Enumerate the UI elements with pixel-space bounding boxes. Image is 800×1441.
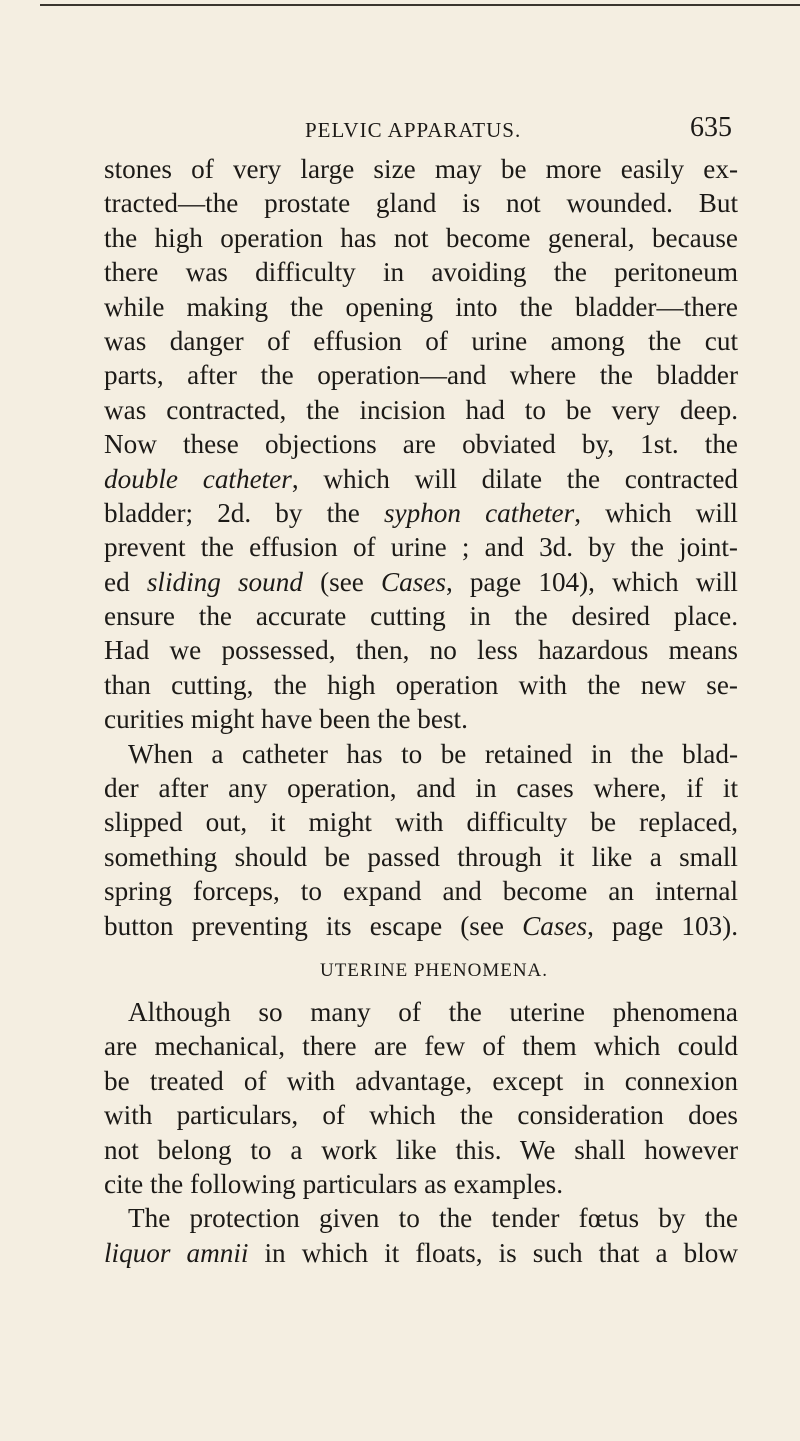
italic-term: syphon catheter: [383, 497, 575, 528]
text-line: [104, 1236, 738, 1270]
text-run: in which it floats, is such that a blow: [248, 1237, 738, 1268]
page-header: [0, 112, 800, 148]
text-run: , page 103).: [587, 910, 738, 941]
text-line: Now these objections are obviated by, 1st. the: [104, 429, 738, 460]
text-run: (see: [302, 566, 381, 597]
text-line: with particulars, of which the consideration does: [104, 1100, 738, 1131]
text-line: was contracted, the incision had to be very deep.: [104, 394, 738, 425]
text-run: ed: [104, 566, 147, 597]
text-line: cite the following particulars as examples.: [104, 1168, 564, 1199]
text-line: tracted—the prostate gland is not wounded. But: [104, 188, 738, 219]
text-line: was danger of effusion of urine among the cut: [104, 325, 738, 356]
italic-term: double catheter: [104, 463, 292, 494]
text-line: not belong to a work like this. We shall however: [104, 1134, 738, 1165]
text-line: [104, 496, 738, 530]
text-line: stones of very large size may be more easily ex-: [104, 154, 738, 184]
text-line: curities might have been the best.: [104, 704, 468, 735]
text-line: are mechanical, there are few of them which could: [104, 1031, 738, 1062]
text-line: [104, 462, 738, 496]
text-line: spring forceps, to expand and become an internal: [104, 876, 738, 907]
italic-term: sliding sound: [146, 566, 303, 597]
text-line: something should be passed through it like a small: [104, 841, 738, 872]
text-line: than cutting, the high operation with the new se-: [104, 669, 738, 700]
section-heading: UTERINE PHENOMENA.: [319, 959, 549, 981]
text-line: there was difficulty in avoiding the peritoneum: [104, 257, 738, 288]
page-top-edge: [40, 4, 800, 6]
text-line: ensure the accurate cutting in the desired place.: [104, 601, 738, 632]
text-line: The protection given to the tender fœtus by the: [128, 1203, 738, 1234]
text-run: button preventing its escape (see: [104, 910, 523, 941]
text-line: be treated of with advantage, except in connexion: [104, 1065, 738, 1096]
text-line: while making the opening into the bladder—there: [104, 291, 738, 322]
text-line: prevent the effusion of urine ; and 3d. by the joint-: [104, 532, 738, 563]
text-line: [104, 565, 738, 599]
text-line: the high operation has not become general, because: [104, 222, 738, 253]
text-run: , which will dilate the contracted: [291, 463, 738, 494]
body-text: [104, 152, 738, 1270]
italic-term: Cases: [522, 910, 588, 941]
text-run: , page 104), which will: [445, 566, 738, 597]
text-line: der after any operation, and in cases where, if it: [104, 773, 738, 804]
page-number: 635: [690, 112, 732, 143]
running-head: PELVIC APPARATUS.: [305, 118, 522, 142]
text-line: Had we possessed, then, no less hazardous means: [104, 635, 738, 666]
text-run: bladder; 2d. by the: [104, 497, 384, 528]
text-run: , which will: [574, 497, 738, 528]
italic-term: Cases: [380, 566, 446, 597]
text-line: [104, 909, 738, 943]
text-line: slipped out, it might with difficulty be replaced,: [104, 807, 738, 838]
italic-term: liquor amnii: [104, 1237, 249, 1268]
text-line: Although so many of the uterine phenomena: [128, 996, 738, 1027]
text-line: parts, after the operation—and where the bladder: [104, 360, 738, 391]
text-line: When a catheter has to be retained in the blad-: [128, 738, 738, 769]
